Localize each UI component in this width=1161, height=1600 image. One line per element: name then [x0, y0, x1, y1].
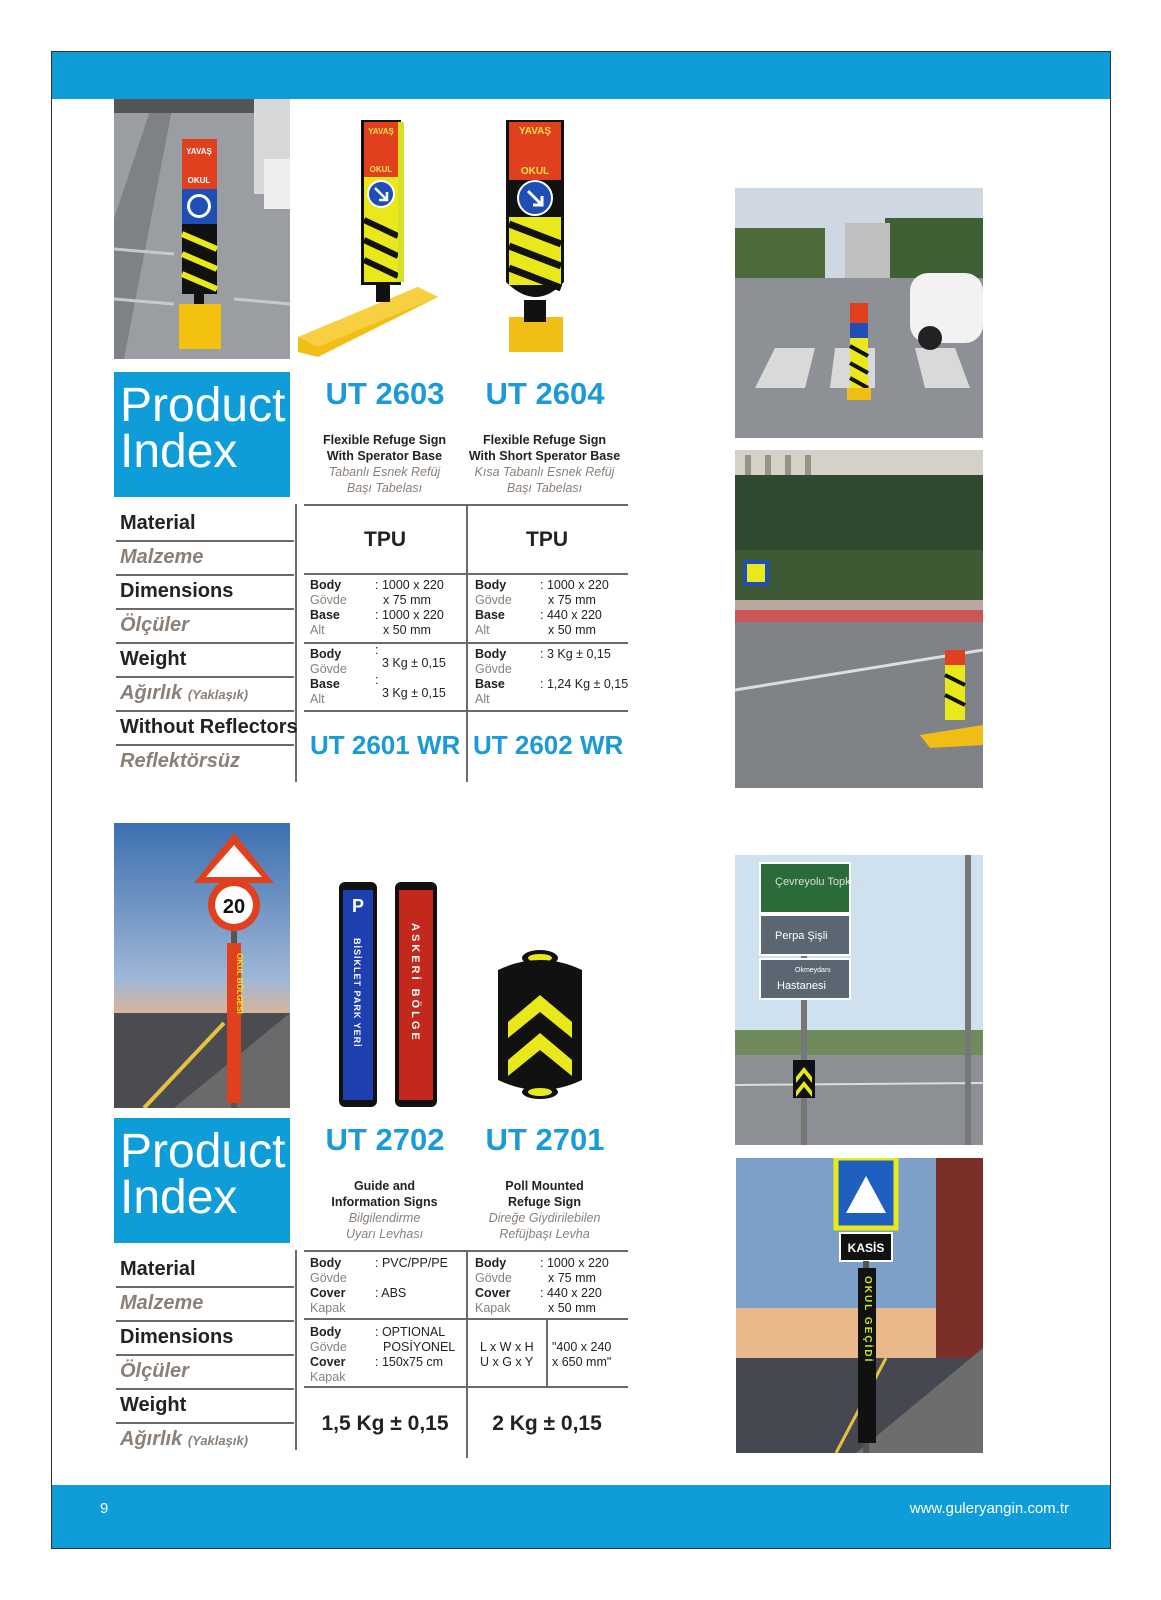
- label-agirlik-note: (Yaklaşık): [187, 1433, 249, 1448]
- spec-key-tr: Alt: [310, 692, 325, 706]
- desc-en-line1: Guide and: [353, 1179, 416, 1193]
- sign-text-okmeydani: Okmeydanı: [795, 967, 831, 974]
- spec-value: : 1,24 Kg ± 0,15: [540, 677, 629, 691]
- label-dimensions: Dimensions: [120, 1326, 234, 1348]
- spec-value: : 1000 x 220: [375, 578, 444, 592]
- spec-key: Body: [475, 1256, 507, 1270]
- spec-value: 3 Kg ± 0,15: [382, 686, 446, 700]
- sign-text-yavas: YAVAŞ: [186, 147, 212, 156]
- sign-text-yavas: YAVAŞ: [518, 126, 552, 137]
- weight-ut2701: 2 Kg ± 0,15: [492, 1412, 602, 1435]
- desc-tr-line1: Tabanlı Esnek Refüj: [328, 465, 441, 479]
- spec-key: Body: [310, 1325, 342, 1339]
- label-agirlik-text: Ağırlık: [120, 1428, 183, 1450]
- label-rule: [116, 1422, 294, 1424]
- spec-value: : PVC/PP/PE: [375, 1256, 448, 1270]
- label-olculer: Ölçüler: [120, 1360, 189, 1382]
- spec-value: x 50 mm: [548, 1301, 596, 1315]
- spec-key-tr: Gövde: [475, 1271, 512, 1285]
- spec-value: x 50 mm: [548, 623, 596, 637]
- desc-en-line1: Flexible Refuge Sign: [483, 433, 606, 447]
- product-index-title-line1: Product: [120, 1125, 286, 1178]
- no-reflector-code-ut2601wr: UT 2601 WR: [310, 730, 461, 760]
- label-rule: [116, 642, 294, 644]
- spec-value: x 75 mm: [548, 1271, 596, 1285]
- photo-crosswalk-refuge: [735, 188, 983, 438]
- desc-en-line2: Information Signs: [331, 1195, 438, 1209]
- spec-key: Cover: [475, 1286, 511, 1300]
- label-agirlik: [120, 1428, 248, 1451]
- spec-value: : ABS: [375, 1286, 407, 1300]
- spec-value: : 440 x 220: [540, 608, 602, 622]
- spec-value: POSİYONEL: [383, 1340, 456, 1354]
- label-rule: [116, 1286, 294, 1288]
- label-agirlik: [120, 682, 248, 705]
- desc-en-line1: Poll Mounted: [505, 1179, 584, 1193]
- material-ut2604: TPU: [526, 528, 568, 551]
- sign-text-okul-gecidi: OKUL GEÇİDİ: [862, 1276, 873, 1364]
- spec-value: : 150x75 cm: [375, 1355, 444, 1369]
- product-code-ut2603: UT 2603: [325, 376, 445, 411]
- desc-tr-line1: Kısa Tabanlı Esnek Refüj: [474, 465, 615, 479]
- sign-text-speed: 20: [222, 896, 246, 918]
- desc-tr-line2: Başı Tabelası: [346, 481, 423, 495]
- no-reflector-code-ut2602wr: UT 2602 WR: [473, 730, 624, 760]
- product-index-title-line2: Index: [120, 1171, 238, 1224]
- spec-key: Body: [310, 1256, 342, 1270]
- spec-value: x 50 mm: [383, 623, 431, 637]
- desc-tr-line2: Başı Tabelası: [506, 481, 583, 495]
- label-weight: Weight: [120, 648, 187, 670]
- spec-value: : 1000 x 220: [375, 608, 444, 622]
- label-malzeme: Malzeme: [120, 546, 204, 568]
- label-rule: [116, 540, 294, 542]
- label-rule: [116, 710, 294, 712]
- label-rule: [116, 1354, 294, 1356]
- sign-text-okul: OKUL: [187, 176, 211, 185]
- sign-text-kasis: KASİS: [847, 1241, 885, 1255]
- spec-key: Body: [310, 647, 342, 661]
- sign-text-askeri: ASKERİ BÖLGE: [409, 923, 421, 1043]
- table-rule: [304, 642, 628, 644]
- photo-pedestrian-crossing-sign: [736, 1158, 983, 1453]
- spec-key: Base: [310, 608, 340, 622]
- product-desc-ut2604: [462, 432, 627, 496]
- desc-tr-line1: Direğe Giydirilebilen: [488, 1211, 601, 1225]
- desc-en-line1: Flexible Refuge Sign: [323, 433, 446, 447]
- table-divider: [546, 1318, 548, 1386]
- label-reflektorsuz: Reflektörsüz: [120, 750, 241, 772]
- label-rule: [116, 574, 294, 576]
- label-rule: [116, 608, 294, 610]
- spec-value: : 1000 x 220: [540, 578, 609, 592]
- spec-key-tr: Gövde: [310, 662, 347, 676]
- spec-key-tr: Alt: [310, 623, 325, 637]
- product-image-ut2603: [298, 112, 443, 357]
- table-rule: [304, 710, 628, 712]
- desc-tr-line1: Bilgilendirme: [348, 1211, 421, 1225]
- spec-key: Base: [475, 608, 505, 622]
- page-number: 9: [100, 1500, 109, 1517]
- table-divider: [295, 1250, 297, 1450]
- website-link[interactable]: www.guleryangin.com.tr: [909, 1500, 1069, 1517]
- spec-value: x 75 mm: [548, 593, 596, 607]
- spec-value: : 1000 x 220: [540, 1256, 609, 1270]
- spec-key-tr: Kapak: [475, 1301, 511, 1315]
- label-weight: Weight: [120, 1394, 187, 1416]
- product-desc-ut2702: [302, 1178, 467, 1242]
- spec-value: 3 Kg ± 0,15: [382, 656, 446, 670]
- spec-key-tr: Gövde: [475, 593, 512, 607]
- spec-key-tr: Alt: [475, 623, 490, 637]
- sign-text-okul-bolgesi: OKUL BÖLGESİ: [235, 953, 244, 1014]
- spec-key-tr: Gövde: [475, 662, 512, 676]
- spec-key-tr: Gövde: [310, 1271, 347, 1285]
- spec-value: x 75 mm: [383, 593, 431, 607]
- spec-key: Base: [310, 677, 340, 691]
- spec-value: : OPTIONAL: [375, 1325, 446, 1339]
- spec-value: x 650 mm": [552, 1355, 612, 1369]
- sign-text-okul: OKUL: [520, 166, 550, 177]
- label-rule: [116, 744, 294, 746]
- spec-value: "400 x 240: [552, 1340, 612, 1354]
- label-rule: [116, 1388, 294, 1390]
- sign-text-perpa: Perpa Şişli: [775, 930, 828, 942]
- sign-text-p: P: [351, 896, 365, 916]
- label-olculer: Ölçüler: [120, 614, 189, 636]
- desc-tr-line2: Uyarı Levhası: [345, 1227, 424, 1241]
- label-dimensions: Dimensions: [120, 580, 234, 602]
- label-agirlik-note: (Yaklaşık): [187, 687, 249, 702]
- spec-key: Cover: [310, 1355, 346, 1369]
- product-image-ut2701: [490, 940, 590, 1110]
- spec-key: Cover: [310, 1286, 346, 1300]
- label-agirlik-text: Ağırlık: [120, 682, 183, 704]
- product-code-ut2604: UT 2604: [485, 376, 605, 411]
- desc-en-line2: With Short Sperator Base: [468, 449, 621, 463]
- product-image-ut2604: [494, 112, 584, 357]
- table-rule: [304, 1386, 628, 1388]
- spec-key-tr: Alt: [475, 692, 490, 706]
- sign-text-okul: OKUL: [369, 165, 393, 174]
- product-code-ut2701: UT 2701: [485, 1122, 605, 1157]
- label-rule: [116, 1320, 294, 1322]
- label-material: Material: [120, 1258, 196, 1280]
- desc-en-line2: With Sperator Base: [326, 449, 443, 463]
- spec-value: : 3 Kg ± 0,15: [540, 647, 611, 661]
- top-banner: [52, 52, 1110, 99]
- spec-axes-tr: U x G x Y: [480, 1355, 534, 1369]
- spec-key-tr: Kapak: [310, 1301, 346, 1315]
- photo-road-refuge-fence: [735, 450, 983, 788]
- spec-key: Body: [310, 578, 342, 592]
- spec-key-tr: Gövde: [310, 1340, 347, 1354]
- spec-axes: L x W x H: [480, 1340, 534, 1354]
- sign-text-cevreyolu: Çevreyolu Topkapı: [775, 876, 866, 888]
- table-divider: [295, 504, 297, 782]
- table-rule: [304, 1318, 628, 1320]
- spec-key: Base: [475, 677, 505, 691]
- sign-text-bisiklet: BİSİKLET PARK YERİ: [352, 938, 362, 1048]
- product-image-ut2702: [335, 878, 445, 1113]
- spec-key-tr: Gövde: [310, 593, 347, 607]
- label-material: Material: [120, 512, 196, 534]
- product-code-ut2702: UT 2702: [325, 1122, 445, 1157]
- photo-street-refuge-sign: [114, 99, 290, 359]
- weight-ut2702: 1,5 Kg ± 0,15: [321, 1412, 449, 1435]
- spec-key: Body: [475, 647, 507, 661]
- product-index-box: [114, 372, 290, 497]
- product-index-title-line2: Index: [120, 425, 238, 478]
- photo-direction-signs: [735, 855, 983, 1145]
- photo-school-zone-sign: [114, 823, 290, 1108]
- label-without-reflectors: Without Reflectors: [120, 716, 298, 738]
- table-rule: [304, 573, 628, 575]
- label-malzeme: Malzeme: [120, 1292, 204, 1314]
- spec-value: : 440 x 220: [540, 1286, 602, 1300]
- product-index-box: [114, 1118, 290, 1243]
- desc-tr-line2: Refüjbaşı Levha: [499, 1227, 590, 1241]
- product-index-title-line1: Product: [120, 379, 286, 432]
- desc-en-line2: Refuge Sign: [508, 1195, 581, 1209]
- product-desc-ut2603: [302, 432, 467, 496]
- spec-key: Body: [475, 578, 507, 592]
- spec-key-tr: Kapak: [310, 1370, 346, 1384]
- label-rule: [116, 676, 294, 678]
- product-desc-ut2701: [462, 1178, 627, 1242]
- sign-text-hastanesi: Hastanesi: [777, 980, 826, 992]
- material-ut2603: TPU: [364, 528, 406, 551]
- sign-text-yavas: YAVAŞ: [368, 127, 394, 136]
